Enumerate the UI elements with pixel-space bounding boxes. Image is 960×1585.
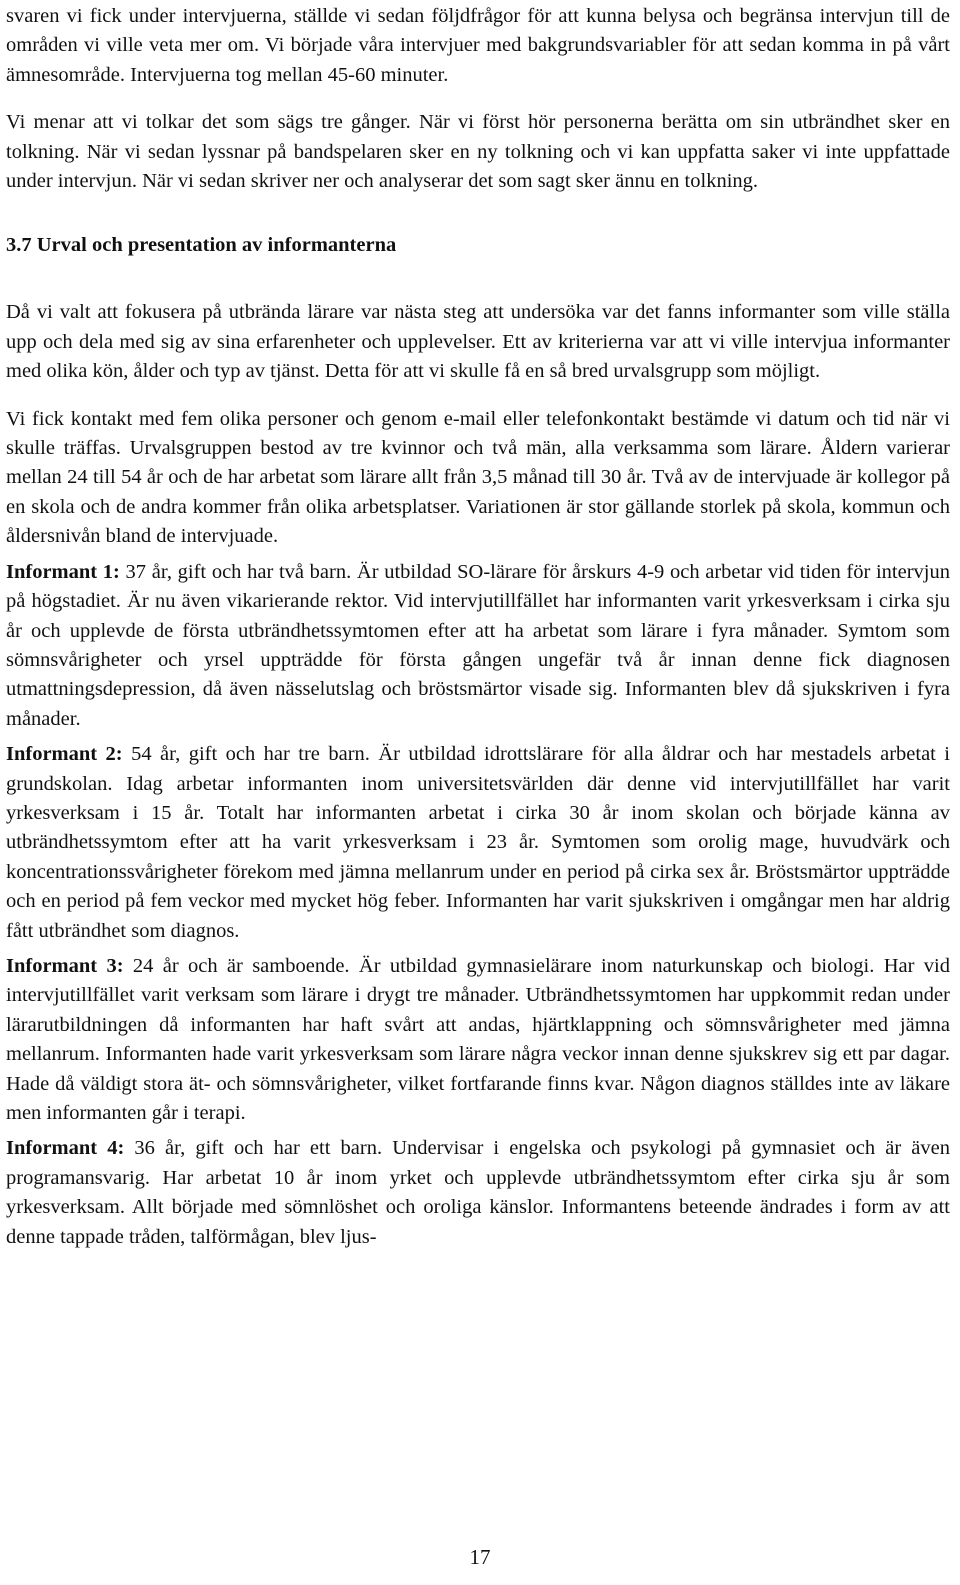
section-heading: 3.7 Urval och presentation av informanterna [6,234,397,257]
informant-1-text: 37 år, gift och har två barn. Är utbildad SO-lärare för årskurs 4-9 och arbetar vid tiden för intervjun på högstadiet. Är nu även vikarierande rektor. Vid intervjutillfället har informanten varit yrkesverksam i cirka sju år och upplevde de första utbrändhetssymtomen efter att ha arbetat som lärare i fyra månader. Symtom som sömnsvårigheter och yrsel uppträdde för första gången ungefär två år innan denne fick diagnosen utmattningsdepression, då även nässelutslag och bröstsmärtor visade sig. Informanten blev då sjukskriven i fyra månader. [6,560,950,730]
informant-3-label: Informant 3: [6,954,124,977]
informant-1-paragraph [6,558,950,734]
informant-3-text: 24 år och är samboende. Är utbildad gymnasielärare inom naturkunskap och biologi. Har vid intervjutillfället varit verksam som lärare i drygt tre månader. Utbrändhetssymtomen har uppkommit redan under lärarutbildningen då informanten har haft svårt att andas, hjärtklappning och sömnsvårigheter med jämna mellanrum. Informanten hade varit yrkesverksam som lärare några veckor innan denne sjukskrev sig ett par dagar. Hade då väldigt stora ät- och sömnsvårigheter, vilket fortfarande finns kvar. Någon diagnos ställdes inte av läkare men informanten går i terapi. [6,954,950,1124]
document-page [6,2,950,1252]
informant-4-paragraph [6,1134,950,1252]
page-number: 17 [469,1545,491,1569]
informant-4-text: 36 år, gift och har ett barn. Undervisar i engelska och psykologi på gymnasiet och är även programansvarig. Har arbetat 10 år inom yrket och upplevde utbrändhetssymtom efter cirka sju år som yrkesverksam. Allt började med sömnlöshet och oroliga känslor. Informantens beteende ändrades i form av att denne tappade tråden, talförmågan, blev ljus- [6,1137,950,1248]
paragraph-interpretation: Vi menar att vi tolkar det som sägs tre gånger. När vi först hör personerna berätta om sin utbrändhet sker en tolkning. När vi sedan lyssnar på bandspelaren sker en ny tolkning och vi kan uppfatta saker vi inte uppfattade under intervjun. När vi sedan skriver ner och analyserar det som sagt sker ännu en tolkning. [6,111,950,193]
paragraph-selection-criteria: Då vi valt att fokusera på utbrända lärare var nästa steg att undersöka var det fanns informanter som ville ställa upp och dela med sig av sina erfarenheter och upplevelser. Ett av kriterierna var att vi ville intervjua informanter med olika kön, ålder och typ av tjänst. Detta för att vi skulle få en så bred urvalsgrupp som möjligt. [6,301,950,383]
informant-2-label: Informant 2: [6,743,123,766]
informant-3-paragraph [6,952,950,1128]
informant-1-label: Informant 1: [6,560,120,583]
informant-2-paragraph [6,740,950,946]
informant-2-text: 54 år, gift och har tre barn. Är utbildad idrottslärare för alla åldrar och har mestadels arbetat i grundskolan. Idag arbetar informanten inom universitetsvärlden där denne vid intervjutillfället har varit yrkesverksam i 15 år. Totalt har informanten arbetat i cirka 30 år inom skolan och började känna av utbrändhetssymtom efter att ha varit yrkesverksam i 23 år. Symtomen som orolig mage, huvudvärk och koncentrationssvårigheter förekom med jämna mellanrum under en period på cirka sex år. Bröstsmärtor uppträdde och en period på fem veckor med mycket hög feber. Informanten har varit sjukskriven i omgångar men har aldrig fått utbrändhet som diagnos. [6,743,951,942]
informant-4-label: Informant 4: [6,1137,125,1160]
paragraph-selection-group: Vi fick kontakt med fem olika personer och genom e-mail eller telefonkontakt bestämde vi datum och tid när vi skulle träffas. Urvalsgruppen bestod av tre kvinnor och två män, alla verksamma som lärare. Åldern varierar mellan 24 till 54 år och de har arbetat som lärare allt från 3,5 månad till 30 år. Två av de intervjuade är kollegor på en skola och de andra kommer från olika arbetsplatser. Variationen är stor gällande storlek på skola, kommun och åldersnivån bland de intervjuade. [6,407,950,548]
paragraph-interview-method: svaren vi fick under intervjuerna, ställde vi sedan följdfrågor för att kunna belysa och begränsa intervjun till de områden vi ville veta mer om. Vi började våra intervjuer med bakgrundsvariabler för att sedan komma in på vårt ämnesområde. Intervjuerna tog mellan 45-60 minuter. [6,5,950,86]
